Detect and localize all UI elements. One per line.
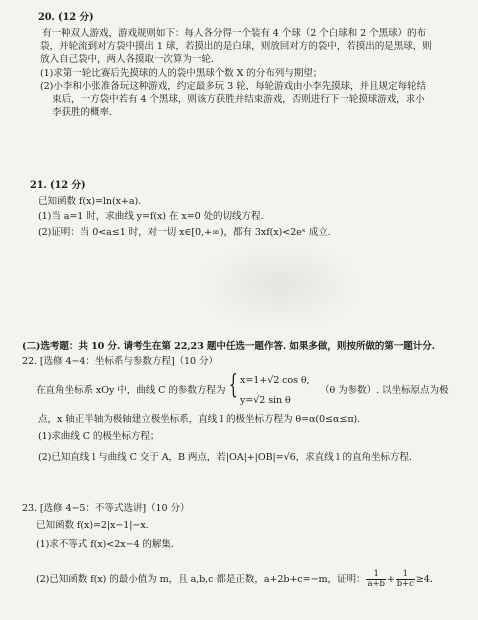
q22-text-line: 点，x 轴正半轴为极轴建立极坐标系，直线 l 的极坐标方程为 θ=α(0≤α≤π). xyxy=(38,414,361,425)
fraction-1-denominator: a+b xyxy=(367,579,385,589)
q23-line3-prefix: (2)已知函数 f(x) 的最小值为 m，且 a,b,c 都是正数，a+2b+c=−m，证明： xyxy=(36,574,366,585)
q23-text-line: 已知函数 f(x)=2|x−1|−x. xyxy=(36,520,149,531)
q20-text-line: (1)求第一轮比赛后先摸球的人的袋中黑球个数 X 的分布列与期望； xyxy=(40,68,323,79)
q23-text-line: (1)求不等式 f(x)<2x−4 的解集. xyxy=(36,539,174,550)
fraction-1-numerator: 1 xyxy=(366,570,385,580)
q21-text-line: (2)证明：当 0<a≤1 时，对一切 x∈[0,+∞)，都有 3xf(x)<2eˣ 成立. xyxy=(38,227,331,238)
fraction-2-numerator: 1 xyxy=(396,570,415,580)
q22-header: 22. [选修 4−4：坐标系与参数方程]（10 分） xyxy=(22,356,218,367)
q22-line1-suffix: （θ 为参数）. 以坐标原点为极 xyxy=(320,385,449,396)
q20-text-line: 袋，并轮流到对方袋中摸出 1 球，若摸出的是白球，则放回对方的袋中，若摸出的是黑球，则 xyxy=(40,41,432,52)
q21-text-line: (1)当 a=1 时，求曲线 y=f(x) 在 x=0 处的切线方程. xyxy=(38,211,264,222)
q20-text-line: 放入自己袋中，两人各摸取一次算为一轮. xyxy=(40,54,214,65)
q22-system-bottom: y=√2 sin θ xyxy=(240,395,291,406)
fraction-1 xyxy=(366,570,385,589)
q20-header: 20. (12 分) xyxy=(38,12,94,23)
fraction-2 xyxy=(396,570,415,589)
q21-text-line: 已知函数 f(x)=ln(x+a). xyxy=(38,196,142,207)
section-heading: (二)选考题：共 10 分. 请考生在第 22,23 题中任选一题作答. 如果多做，则按所做的第一题计分. xyxy=(22,341,436,352)
fraction-2-denominator: b+c xyxy=(396,579,414,589)
q22-text-line: (1)求曲线 C 的极坐标方程； xyxy=(38,431,160,442)
q23-line3 xyxy=(36,570,433,589)
q23-header: 23. [选修 4−5：不等式选讲]（10 分） xyxy=(22,503,190,514)
q20-text-line: 束后，一方袋中若有 4 个黑球，则该方获胜并结束游戏，否则进行下一轮摸球游戏，求小 xyxy=(52,94,425,105)
q20-text-line: (2)小李和小张准备玩这种游戏，约定最多玩 3 轮，每轮游戏由小李先摸球，并且规定每轮结 xyxy=(40,81,426,92)
scan-shadow xyxy=(200,240,360,330)
plus-sign: + xyxy=(386,574,395,585)
q22-system-brace: { xyxy=(228,370,238,400)
q20-text-line: 李获胜的概率. xyxy=(52,107,112,118)
q22-text-line: (2)已知直线 l 与曲线 C 交于 A，B 两点，若|OA|+|OB|=√6，求直线 l 的直角坐标方程. xyxy=(38,452,412,463)
q20-text-line: 有一种双人游戏，游戏规则如下：每人各分得一个装有 4 个球（2 个白球和 2 个黑球）的布 xyxy=(42,28,427,39)
q21-header: 21. (12 分) xyxy=(30,180,86,191)
q22-system-top: x=1+√2 cos θ, xyxy=(240,375,310,386)
q22-line1-prefix: 在直角坐标系 xOy 中，曲线 C 的参数方程为 xyxy=(36,385,226,396)
q23-line3-suffix: ≥4. xyxy=(415,574,433,585)
